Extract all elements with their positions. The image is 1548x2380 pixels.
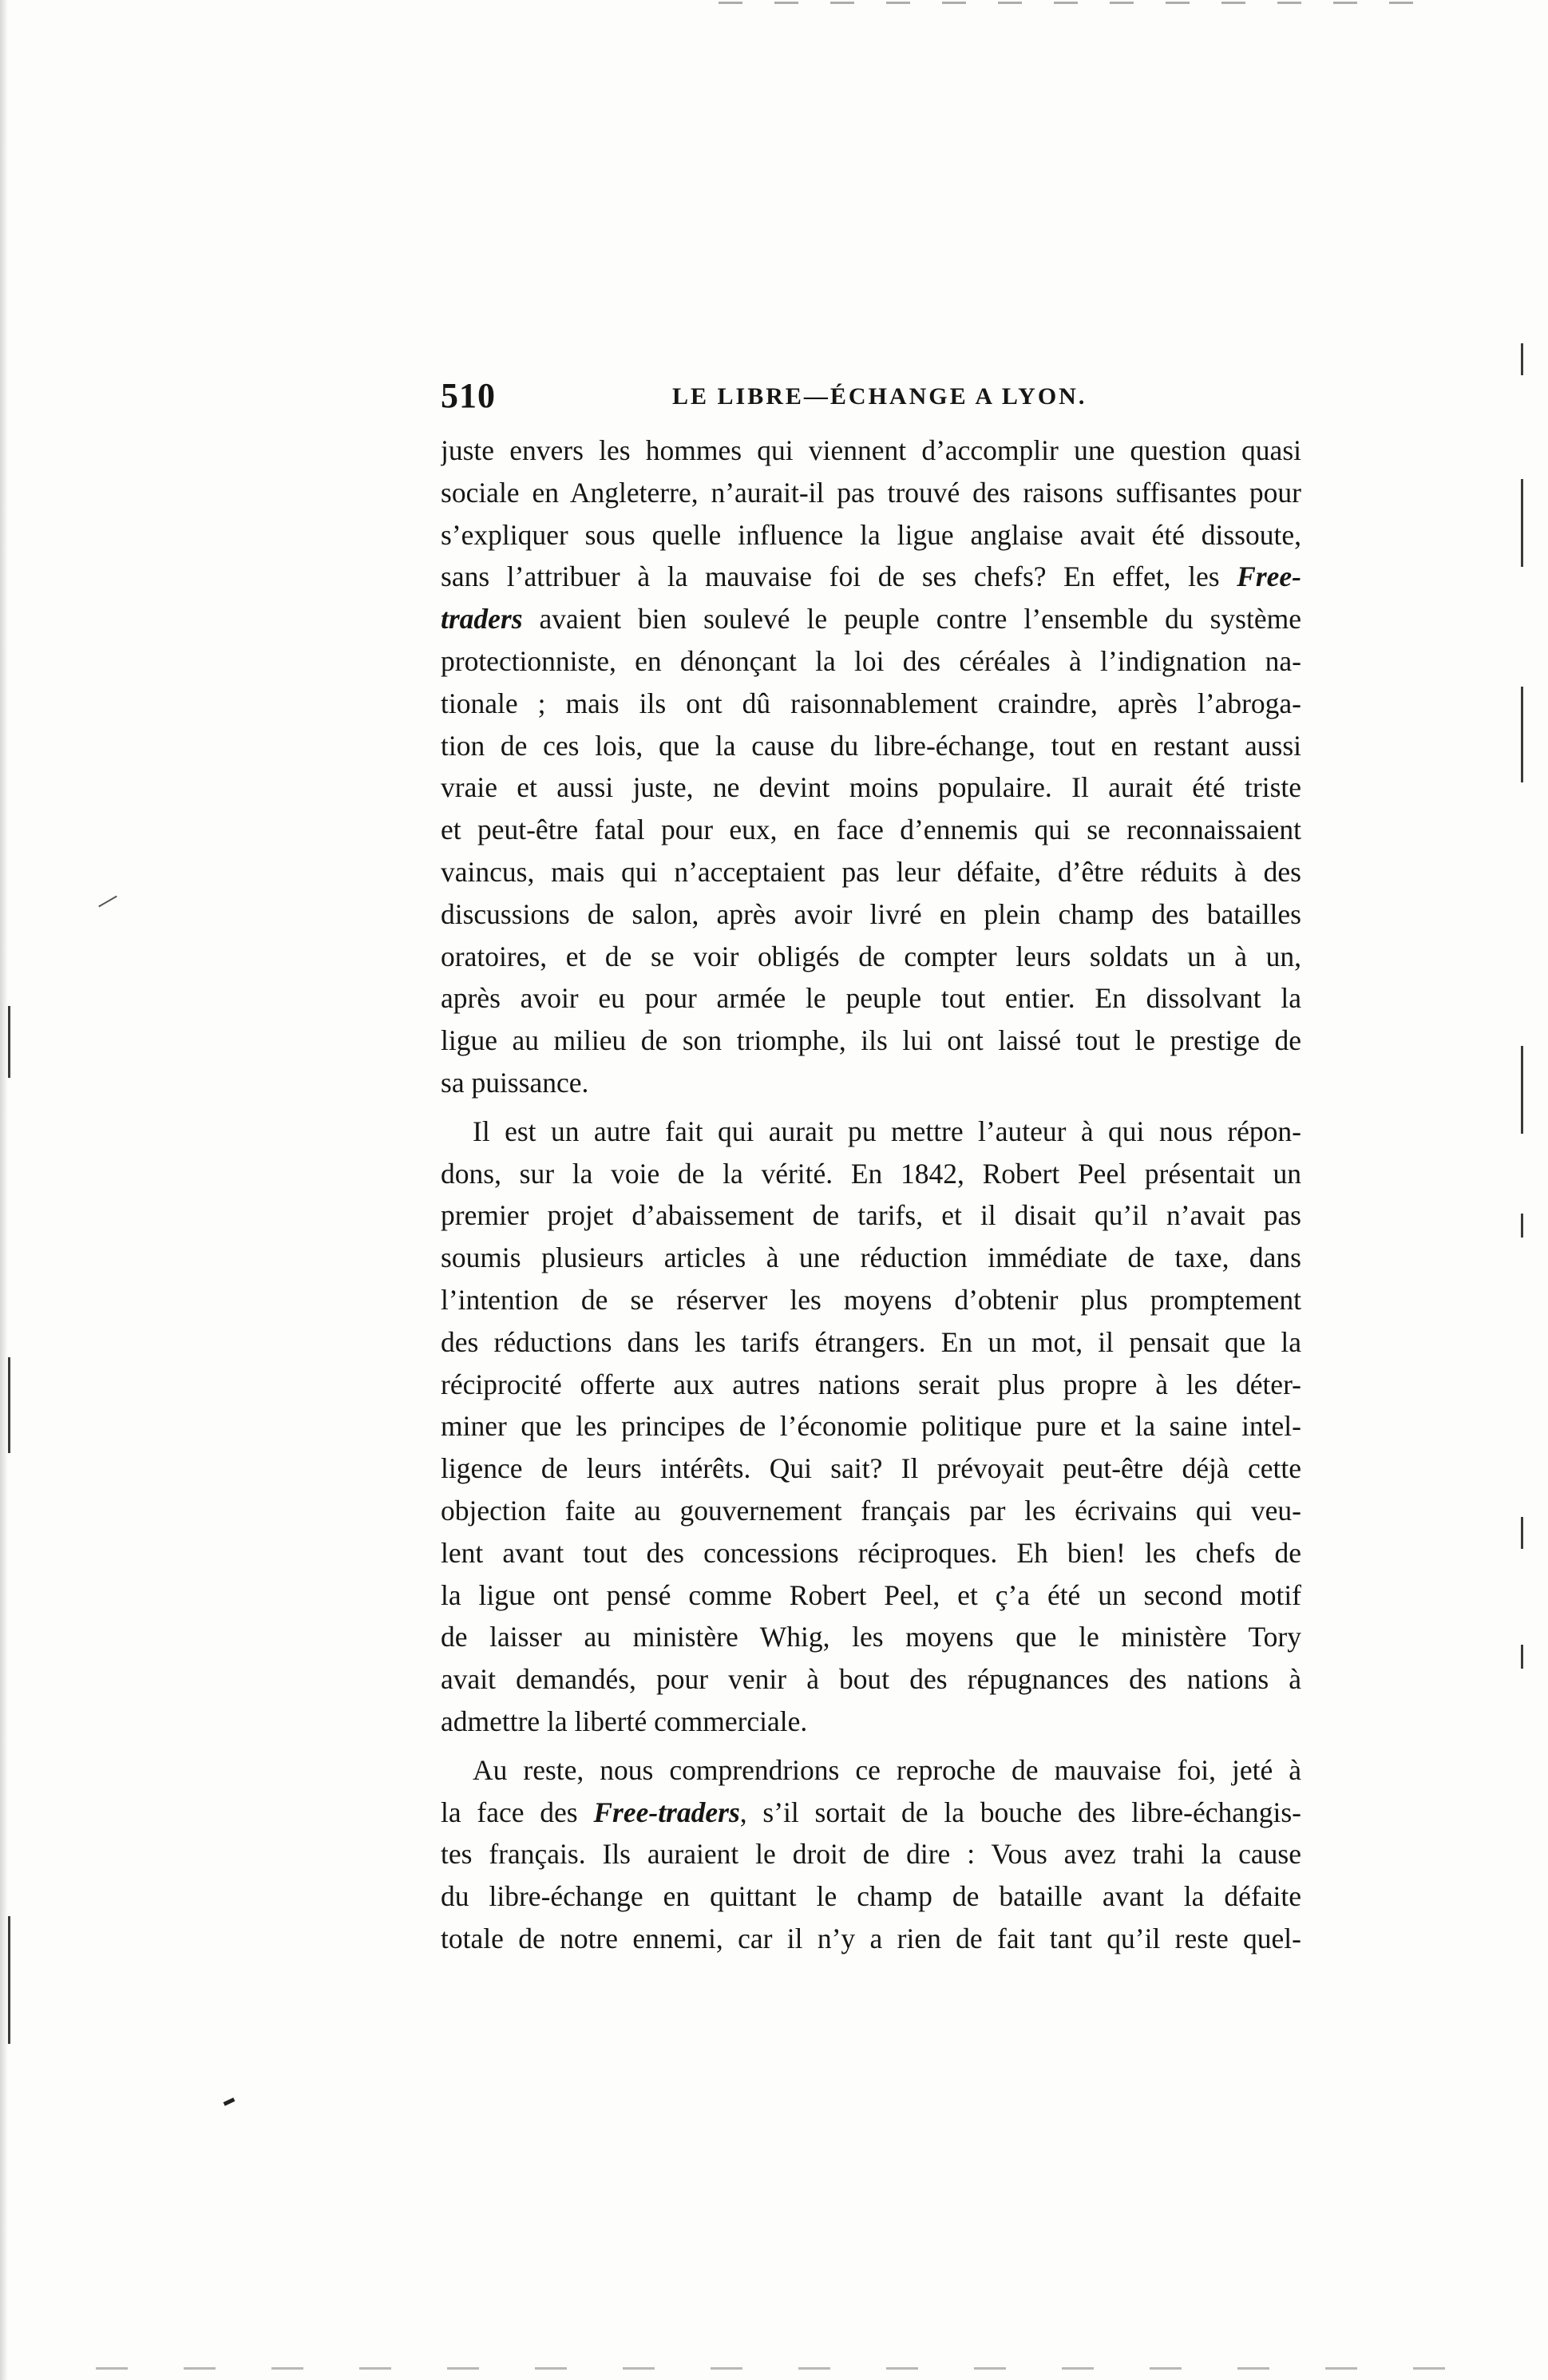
text-line: juste envers les hommes qui viennent d’accomplir une question quasi [441,434,1301,466]
scan-mark [1521,687,1523,782]
text-line: Au reste, nous comprendrions ce reproche de mauvaise foi, jeté à [473,1753,1301,1786]
scan-mark [8,1006,10,1078]
scan-speck [224,2097,236,2105]
scan-speck [98,896,117,908]
scan-mark [1521,343,1523,375]
text-line: Il est un autre fait qui aurait pu mettre l’auteur à qui nous répon- [473,1115,1301,1147]
text-line: tionale ; mais ils ont dû raisonnablement craindre, après l’abroga- [441,687,1301,719]
text-line: la ligue ont pensé comme Robert Peel, et ç’a été un second motif [441,1578,1301,1611]
scan-top-dashes [719,2,1437,4]
text-line: tes français. Ils auraient le droit de dire : Vous avez trahi la cause [441,1838,1301,1871]
text-line: ligue au milieu de son triomphe, ils lui ont laissé tout le prestige de [441,1024,1301,1057]
text-line: de laisser au ministère Whig, les moyens que le ministère Tory [441,1621,1301,1653]
text-line: après avoir eu pour armée le peuple tout entier. En dissolvant la [441,982,1301,1015]
text-line: totale de notre ennemi, car il n’y a rien de fait tant qu’il reste quel- [441,1922,1301,1954]
scan-mark [1521,479,1523,567]
text-line: oratoires, et de se voir obligés de compter leurs soldats un à un, [441,940,1301,972]
text-line: premier projet d’abaissement de tarifs, et il disait qu’il n’avait pas [441,1199,1301,1232]
text-line: s’expliquer sous quelle influence la ligue anglaise avait été dissoute, [441,518,1301,551]
scan-mark [8,1357,10,1453]
text-line: admettre la liberté commerciale. [441,1705,808,1737]
text-line: tion de ces lois, que la cause du libre-échange, tout en restant aussi [441,729,1301,762]
text-line: vaincus, mais qui n’acceptaient pas leur défaite, d’être réduits à des [441,855,1301,888]
text-line: dons, sur la voie de la vérité. En 1842, Robert Peel présentait un [441,1157,1301,1190]
text-line: avait demandés, pour venir à bout des répugnances des nations à [441,1663,1301,1696]
text-line: du libre-échange en quittant le champ de bataille avant la défaite [441,1880,1301,1913]
scan-mark [1521,1645,1523,1669]
text-line: sociale en Angleterre, n’aurait-il pas trouvé des raisons suffisantes pour [441,476,1301,509]
scan-mark [1521,1214,1523,1238]
text-line: sa puissance. [441,1066,589,1099]
text-line: objection faite au gouvernement français par les écrivains qui veu- [441,1494,1301,1527]
page-header [441,375,1301,423]
text-line: l’intention de se réserver les moyens d’obtenir plus promptement [441,1283,1301,1316]
scan-mark [1521,1517,1523,1549]
running-head: LE LIBRE—ÉCHANGE A LYON. [672,383,1087,410]
text-line: protectionniste, en dénonçant la loi des céréales à l’indignation na- [441,644,1301,677]
text-line: la face des Free-traders, s’il sortait de la bouche des libre-échangis- [441,1796,1301,1828]
text-line: des réductions dans les tarifs étrangers. En un mot, il pensait que la [441,1325,1301,1358]
text-line: discussions de salon, après avoir livré en plein champ des batailles [441,897,1301,930]
text-line: sans l’attribuer à la mauvaise foi de ses chefs? En effet, les Free- [441,560,1301,593]
text-line: miner que les principes de l’économie politique pure et la saine intel- [441,1410,1301,1443]
scan-mark [8,1916,10,2044]
page-number: 510 [441,376,496,415]
body-text [441,430,1301,1960]
text-line: réciprocité offerte aux autres nations serait plus propre à les déter- [441,1368,1301,1400]
text-line: soumis plusieurs articles à une réduction immédiate de taxe, dans [441,1241,1301,1274]
scan-bottom-dashes [96,2367,1453,2370]
text-line: traders avaient bien soulevé le peuple contre l’ensemble du système [441,603,1301,636]
text-line: vraie et aussi juste, ne devint moins populaire. Il aurait été triste [441,771,1301,804]
text-line: et peut-être fatal pour eux, en face d’ennemis qui se reconnaissaient [441,814,1301,846]
scan-mark [1521,1046,1523,1134]
scan-edge-shadow [0,0,8,2380]
text-line: lent avant tout des concessions réciproques. Eh bien! les chefs de [441,1536,1301,1569]
text-line: ligence de leurs intérêts. Qui sait? Il prévoyait peut-être déjà cette [441,1452,1301,1485]
